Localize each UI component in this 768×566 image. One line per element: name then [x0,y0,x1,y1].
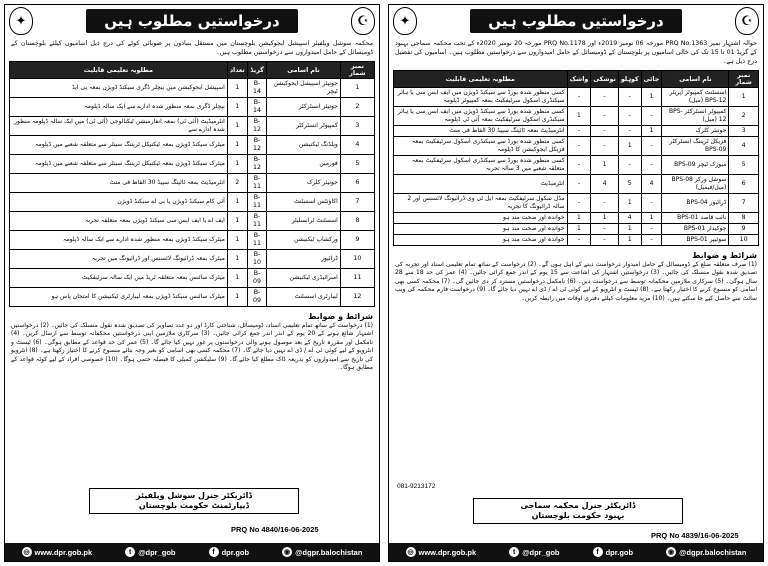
table-cell: 5 [618,175,641,194]
right-title: درخواستیں مطلوب ہیں [470,9,682,33]
footer-instagram-text: @dgpr.balochistan [295,547,363,557]
twitter-icon: t [125,547,135,557]
table-cell: 4 [340,136,374,155]
table-cell: - [591,224,619,235]
table-cell: اکاؤنٹس اسسٹنٹ [267,193,341,212]
table-cell: 10 [729,235,759,246]
table-cell: ڈرائیور [267,250,341,269]
table-row [394,213,759,224]
table-cell: 1 [641,88,662,107]
right-signature-line1: ڈائریکٹر جنرل محکمہ سماجی [520,501,636,510]
right-header [389,5,763,37]
table-cell: - [591,137,619,156]
facebook-icon: f [209,547,219,557]
table-cell: 1 [567,224,591,235]
right-col-header: مطلوبہ تعلیمی قابلیت [394,71,568,88]
table-cell: - [591,126,619,137]
table-cell: 2 [340,98,374,117]
footer-facebook-text: dpr.gob [221,547,250,557]
table-cell: خواندہ اور صحت مند ہو [394,235,568,246]
right-terms: (1) صرف متعلقہ ضلع کے ڈومیسائل کے حامل امیدوار درخواست دینے کے اہل ہوں گے۔ (2) درخواست کے ساتھ تمام تعلیمی اسناد اور تجربہ کی تصدیق شدہ نقول منسلک کی جائیں۔ (3) درخواستیں اشتہار کی اشاعت سے 15 یوم کے اندر جمع کرائی جائیں۔ (4) عمر کی حد 18 سے 28 سال ہوگی۔ (5) سرکاری ملازمین محکمانہ توسط سے درخواست دیں۔ (6) نامکمل درخواستیں مسترد کر دی جائیں گی۔ (7) محکمہ کسی بھی اسامی کو منسوخ کرنے کا اختیار رکھتا ہے۔ (8) ٹیسٹ و انٹرویو کے لیے کوئی ٹی اے / ڈی اے نہیں دیا جائے گا۔ (9) درخواست فارم محکمہ کی ویب سائٹ سے حاصل کیے جا سکتے ہیں۔ (10) مزید معلومات کیلئے دفتری اوقات میں رابطہ کریں۔ [395,261,758,302]
right-col-header: نوشکی [591,71,619,88]
table-cell: ویلڈنگ ٹیکنیشن [267,136,341,155]
table-cell: B-12 [247,117,266,136]
table-cell: 1 [641,213,662,224]
table-cell: 1 [227,117,247,136]
table-cell: فورمین [267,155,341,174]
table-cell: - [641,156,662,175]
right-col-header: واشک [567,71,591,88]
table-cell: خواندہ اور صحت مند ہو [394,213,568,224]
right-footer [389,543,763,561]
table-cell: 1 [227,155,247,174]
left-col-header: نام اسامی [267,62,341,79]
table-cell: 5 [729,156,759,175]
table-cell: انٹرمیڈیٹ بمعہ ٹائپنگ سپیڈ 30 الفاظ فی منٹ [10,174,228,193]
table-cell: 8 [340,212,374,231]
table-row [394,137,759,156]
table-cell: - [567,126,591,137]
table-cell: بیچلر ڈگری بمعہ منظور شدہ ادارے سے ایک سالہ ڈپلومہ [10,98,228,117]
table-cell: - [567,194,591,213]
instagram-icon: ◉ [668,549,675,556]
left-footer [5,543,379,561]
table-cell: 6 [340,174,374,193]
table-cell: B-11 [247,212,266,231]
footer-twitter[interactable] [125,547,175,557]
table-cell: انٹرمیڈیٹ (آئی ٹی) بمعہ انفارمیشن ٹیکنالوجی (آئی ٹی) میں ایک سالہ ڈپلومہ منظور شدہ ادارے سے [10,117,228,136]
table-cell: 1 [227,288,247,307]
footer-facebook[interactable] [593,547,634,557]
government-emblem-icon: ✦ [393,7,417,35]
table-cell: 1 [227,269,247,288]
right-col-header: نمبر شمار [729,71,759,88]
table-row [394,107,759,126]
footer-twitter-text: @dpr_gob [522,547,560,557]
table-cell: میٹرک سیکنڈ ڈویژن بمعہ منظور شدہ ادارے سے ایک سالہ ڈپلومہ [10,231,228,250]
right-col-header: کوہلو [618,71,641,88]
table-cell: - [591,194,619,213]
table-cell: 1 [227,79,247,98]
right-intro: حوالہ اشتہار نمبر PRQ No.1363 مورخہ 06 نومبر 2019ء اور PRQ No.1178 مورخہ 20 نومبر 2020ء کے تحت محکمہ سماجی بہبود کے گریڈ 01 تا 15 تک کی خالی اسامیوں پر بلوچستان کے ڈومیسائل کے حامل امیدواروں سے درخواستیں مطلوب ہیں۔ اسامیوں کی تفصیل درج ذیل ہے۔ [395,40,757,65]
footer-instagram[interactable] [282,547,362,557]
table-cell: - [567,156,591,175]
table-cell: کمپیوٹر انسٹرکٹر [267,117,341,136]
table-cell: انٹرمیڈیٹ بمعہ ٹائپنگ سپیڈ 30 الفاظ فی منٹ [394,126,568,137]
table-cell: - [618,88,641,107]
table-cell: - [567,235,591,246]
table-row [10,79,375,98]
left-terms-title: شرائط و ضوابط [308,312,373,321]
footer-instagram[interactable] [666,547,746,557]
footer-website[interactable] [22,547,93,557]
table-cell: انٹرمیڈیٹ [394,175,568,194]
table-cell: چوکیدار BPS-01 [662,224,729,235]
right-prq-number: PRQ No 4839/16-06-2025 [651,531,739,540]
right-col-header: جائی [641,71,662,88]
facebook-icon: f [593,547,603,557]
table-row [10,269,375,288]
table-cell: 11 [340,269,374,288]
table-cell: سوئیپر BPS-01 [662,235,729,246]
table-cell: اسسٹنٹ کمپیوٹر آپریٹر BPS-12 (میل) [662,88,729,107]
table-cell: میٹرک سائنس بمعہ متعلقہ ٹریڈ میں ایک سالہ سرٹیفکیٹ [10,269,228,288]
table-cell: 1 [227,250,247,269]
table-cell: 5 [340,155,374,174]
left-col-header: تعداد [227,62,247,79]
table-row [10,250,375,269]
table-cell: 1 [227,136,247,155]
table-row [394,235,759,246]
table-cell: 2 [227,174,247,193]
table-cell: نائب قاصد BPS-01 [662,213,729,224]
table-cell: - [618,107,641,126]
table-cell: 7 [729,194,759,213]
table-cell: جونیئر انسٹرکٹر [267,98,341,117]
table-cell: 1 [618,194,641,213]
table-cell: B-12 [247,155,266,174]
table-cell: - [591,235,619,246]
table-cell: - [641,137,662,156]
table-cell: 1 [618,235,641,246]
table-cell: - [641,224,662,235]
department-logo-icon: ☪ [351,7,375,35]
table-cell: 1 [591,213,619,224]
table-cell: B-09 [247,288,266,307]
table-cell: ڈرائیور BPS-04 [662,194,729,213]
table-row [10,193,375,212]
table-cell: - [618,126,641,137]
right-phone: 081-9213172 [397,483,436,490]
table-cell: - [591,88,619,107]
table-cell: 1 [227,212,247,231]
table-cell: 12 [340,288,374,307]
table-cell: لیبارٹری اسسٹنٹ [267,288,341,307]
footer-twitter-text: @dpr_gob [138,547,176,557]
table-cell: اسپیشل ایجوکیشن میں بیچلر ڈگری سیکنڈ ڈویژن بمعہ بی ایڈ [10,79,228,98]
table-cell: 7 [340,193,374,212]
table-row [10,231,375,250]
left-signature-line2: ڈیپارٹمنٹ حکومت بلوچستان [138,501,250,510]
table-cell: B-11 [247,193,266,212]
table-cell: 9 [340,231,374,250]
table-cell: B-14 [247,98,266,117]
table-cell: 1 [641,126,662,137]
table-cell: - [567,88,591,107]
right-terms-title: شرائط و ضوابط [692,251,757,260]
globe-icon: ◎ [23,549,30,556]
table-cell: B-11 [247,231,266,250]
footer-instagram-text: @dgpr.balochistan [679,547,747,557]
table-cell: - [591,107,619,126]
left-col-header: نمبر شمار [340,62,374,79]
left-intro: محکمہ سوشل ویلفیئر اسپیشل ایجوکیشن بلوچستان میں مستقل بنیادوں پر صوبائی کوٹے کی درج ذیل اسامیوں کیلئے بلوچستان کے ڈومیسائل کے حامل امیدواروں سے درخواستیں مطلوب ہیں۔ [11,40,373,56]
right-col-header: نام اسامی [662,71,729,88]
table-row [10,155,375,174]
footer-facebook-text: dpr.gob [605,547,634,557]
table-cell: B-12 [247,136,266,155]
table-row [394,88,759,107]
table-row [394,156,759,175]
left-col-header: مطلوبہ تعلیمی قابلیت [10,62,228,79]
table-cell: سوشل ورکر BPS-08 (میل/فیمیل) [662,175,729,194]
table-row [10,98,375,117]
left-signature [89,488,299,514]
table-cell: 1 [591,156,619,175]
table-cell: 1 [618,224,641,235]
table-cell: کسی منظور شدہ بورڈ سے سیکنڈری اسکول سرٹیفکیٹ بمعہ متعلقہ شعبے میں 3 سالہ تجربہ [394,156,568,175]
twitter-icon: t [509,547,519,557]
table-cell: مڈل سکول سرٹیفکیٹ بمعہ ایل ٹی وی ڈرائیونگ لائسنس اور 2 سالہ ڈرائیونگ کا تجربہ [394,194,568,213]
table-cell: 1 [729,88,759,107]
left-prq-number: PRQ No 4840/16-06-2025 [231,525,319,534]
table-row [10,174,375,193]
table-cell: کسی منظور شدہ بورڈ سے سیکنڈری اسکول سرٹیفکیٹ بمعہ فزیکل ایجوکیشن کا ڈپلومہ [394,137,568,156]
left-header [5,5,379,37]
table-cell: - [567,137,591,156]
table-cell: - [567,175,591,194]
right-posts-table [393,70,759,246]
table-cell: 4 [591,175,619,194]
table-cell: B-09 [247,269,266,288]
table-cell: آئی کام سیکنڈ ڈویژن یا بی اے سیکنڈ ڈویژن [10,193,228,212]
left-title: درخواستیں مطلوب ہیں [86,9,298,33]
left-signature-line1: ڈائریکٹر جنرل سوشل ویلفیئر [136,491,252,500]
globe-icon: ◎ [407,549,414,556]
left-advertisement [4,4,380,562]
left-posts-table [9,61,375,307]
table-cell: میوزک ٹیچر BPS-09 [662,156,729,175]
table-row [10,136,375,155]
table-row [10,288,375,307]
table-row [10,117,375,136]
table-cell: امبرائیڈری ٹیکنیشن [267,269,341,288]
table-cell: اسسٹنٹ ٹرانسلیٹر [267,212,341,231]
table-cell: 4 [618,213,641,224]
table-cell: کسی منظور شدہ بورڈ سے سیکنڈ ڈویژن میں ایف ایس سی یا ہائر سیکنڈری اسکول سرٹیفکیٹ بمعہ آئی ٹی ڈپلومہ [394,107,568,126]
department-logo-icon: ☪ [735,7,759,35]
table-cell: کمپیوٹر انسٹرکٹر BPS-12 (میل) [662,107,729,126]
table-cell: 3 [729,126,759,137]
right-signature [473,498,683,524]
table-cell: - [641,194,662,213]
table-cell: میٹرک بمعہ ڈرائیونگ لائسنس اور ڈرائیونگ میں تجربہ [10,250,228,269]
table-cell: میٹرک سیکنڈ ڈویژن بمعہ ٹیکنیکل ٹریننگ سینٹر سے متعلقہ شعبے میں ڈپلومہ [10,136,228,155]
table-cell: میٹرک سائنس سیکنڈ ڈویژن بمعہ لیبارٹری ٹیکنیشن کا امتحان پاس ہو [10,288,228,307]
table-row [394,175,759,194]
table-cell: 1 [618,137,641,156]
footer-website-text: www.dpr.gob.pk [418,547,477,557]
footer-twitter[interactable] [509,547,559,557]
government-emblem-icon: ✦ [9,7,33,35]
table-cell: کسی منظور شدہ بورڈ سے سیکنڈ ڈویژن میں ایف ایس سی یا ہائر سیکنڈری اسکول سرٹیفکیٹ بمعہ کمپیوٹر ڈپلومہ [394,88,568,107]
instagram-icon: ◉ [284,549,291,556]
table-cell: 4 [729,137,759,156]
table-cell: 1 [340,79,374,98]
table-cell: - [641,235,662,246]
table-cell: - [618,156,641,175]
table-cell: میٹرک سیکنڈ ڈویژن بمعہ ٹیکنیکل ٹریننگ سینٹر سے متعلقہ شعبے میں ڈپلومہ [10,155,228,174]
table-cell: 9 [729,224,759,235]
table-cell: 3 [340,117,374,136]
left-terms: (1) درخواست کے ساتھ تمام تعلیمی اسناد، ڈومیسائل، شناختی کارڈ اور دو عدد تصاویر کی تصدیق شدہ نقول منسلک کی جائیں۔ (2) درخواستیں اشتہار شائع ہونے کے 20 یوم کے اندر اندر جمع کرائی جائیں۔ (3) سرکاری ملازمین اپنی درخواستیں محکمانہ توسط سے ارسال کریں۔ (4) نامکمل اور مقررہ تاریخ کے بعد موصول ہونے والی درخواستوں پر غور نہیں کیا جائے گا۔ (5) عمر کی حد قواعد کے مطابق ہوگی۔ (6) ٹیسٹ و انٹرویو کے لیے کوئی ٹی اے / ڈی اے نہیں دیا جائے گا۔ (7) محکمہ کسی بھی اسامی کو بغیر وجہ بتائے منسوخ کرنے کا اختیار رکھتا ہے۔ (8) انٹرویو کی تاریخ سے امیدواروں کو بذریعہ ڈاک مطلع کیا جائے گا۔ (9) سلیکشن کمیٹی کا فیصلہ حتمی ہوگا۔ (10) خصوصی افراد کے لیے کوٹہ قواعد کے مطابق ہوگا۔ [11,322,373,372]
footer-website[interactable] [406,547,477,557]
table-cell: ایف اے یا ایف ایس سی سیکنڈ ڈویژن بمعہ متعلقہ تجربہ [10,212,228,231]
table-cell: 1 [227,193,247,212]
table-cell: - [641,107,662,126]
table-cell: 1 [227,98,247,117]
table-row [10,212,375,231]
right-signature-line2: بہبود حکومت بلوچستان [531,511,625,520]
footer-website-text: www.dpr.gob.pk [34,547,93,557]
table-cell: جونیئر کلرک [662,126,729,137]
table-cell: 1 [227,231,247,250]
table-row [394,224,759,235]
footer-facebook[interactable] [209,547,250,557]
table-cell: B-11 [247,174,266,193]
table-cell: 1 [567,213,591,224]
table-cell: 1 [567,107,591,126]
right-advertisement [388,4,764,562]
table-cell: B-14 [247,79,266,98]
table-cell: خواندہ اور صحت مند ہو [394,224,568,235]
table-cell: 10 [340,250,374,269]
table-cell: 8 [729,213,759,224]
table-row [394,194,759,213]
table-cell: 2 [729,107,759,126]
table-cell: جونیئر کلرک [267,174,341,193]
table-cell: جونیئر اسپیشل ایجوکیشن ٹیچر [267,79,341,98]
table-cell: 4 [641,175,662,194]
table-cell: B-10 [247,250,266,269]
table-cell: 6 [729,175,759,194]
table-cell: ورکشاپ ٹیکنیشن [267,231,341,250]
table-cell: فزیکل ٹریننگ انسٹرکٹر BPS-09 [662,137,729,156]
table-row [394,126,759,137]
left-col-header: گریڈ [247,62,266,79]
